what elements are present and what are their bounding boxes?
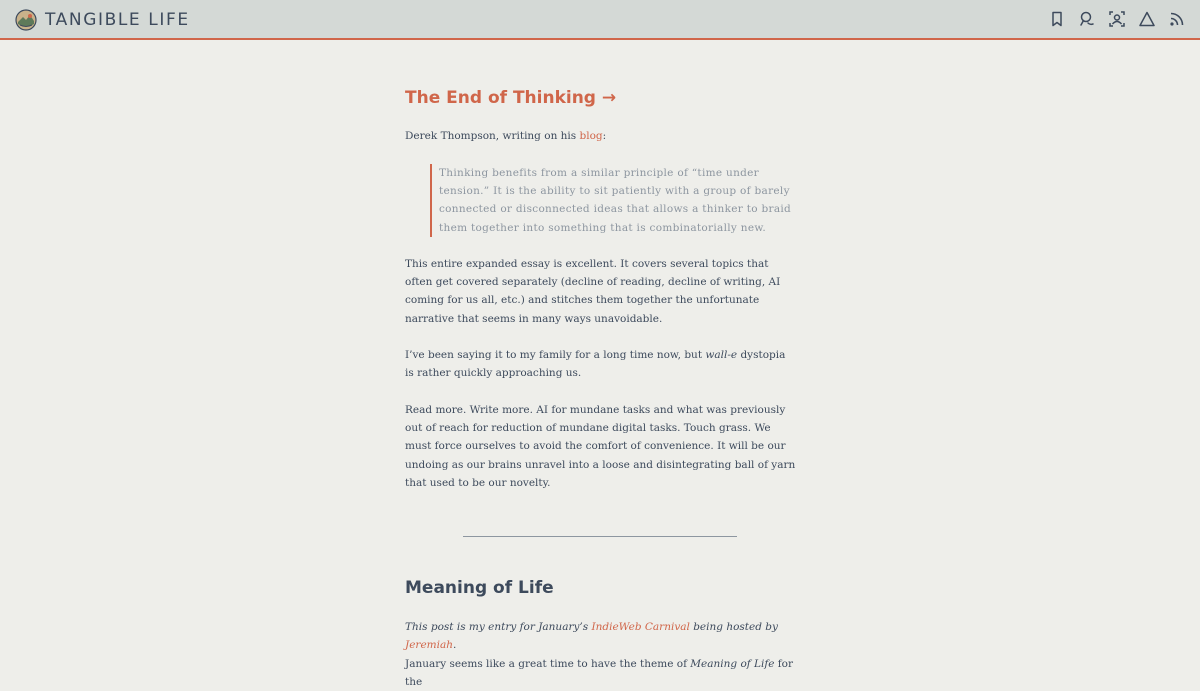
rss-icon[interactable] [1168, 10, 1186, 28]
paragraph-text: January seems like a great time to have the theme of [405, 658, 691, 670]
quote-text: Thinking benefits from a similar principle of “time under tension.” It is the ability to sit patiently with a group of barely connected or disconnected ideas that allows a thinker to braid them together into something that is combinatorially new. [439, 167, 792, 234]
emphasis-text: Meaning of Life [690, 658, 775, 670]
post-title-end-of-thinking[interactable]: The End of Thinking → [405, 88, 617, 108]
paragraph-text: for the [405, 658, 794, 689]
post-title-meaning-of-life[interactable]: Meaning of Life [405, 578, 554, 598]
emphasis-text: wall-e [705, 349, 738, 361]
triangle-icon[interactable] [1138, 10, 1156, 28]
entry-text: being hosted by [689, 621, 778, 633]
post-entry-note [405, 618, 797, 654]
blockquote [430, 164, 799, 237]
entry-text: This post is my entry for January’s [405, 621, 592, 633]
post-paragraph: This entire expanded essay is excellent. It covers several topics that often get covered separately (decline of reading, decline of writing, AI coming for us all, etc.) and stitches them together the unfortunate narrative that seems in many ways unavoidable. [405, 258, 781, 325]
post-paragraph: Read more. Write more. AI for mundane tasks and what was previously out of reach for reduction of mundane digital tasks. Touch grass. We must force ourselves to avoid the comfort of convenience. It will be our undoing as our brains unravel into a loose and disintegrating ball of yarn that used to be our novelty. [405, 404, 796, 489]
site-header [0, 0, 1200, 40]
portrait-icon[interactable] [1108, 10, 1126, 28]
paragraph-text: I’ve been saying it to my family for a long time now, but [405, 349, 706, 361]
site-name: TANGIBLE LIFE [45, 10, 190, 30]
intro-text: Derek Thompson, writing on his [405, 130, 580, 142]
post-divider [463, 536, 737, 537]
site-logo-icon [15, 9, 37, 31]
post-intro [405, 127, 797, 145]
header-nav [1048, 10, 1186, 28]
jeremiah-link[interactable]: Jeremiah [405, 639, 453, 652]
site-brand[interactable] [15, 8, 190, 32]
intro-colon: : [602, 130, 607, 142]
blog-link[interactable]: blog [579, 130, 603, 142]
post-paragraph [405, 655, 797, 691]
paragraph-text: dystopia is rather quickly approaching us. [405, 349, 786, 380]
post-paragraph [405, 346, 797, 382]
entry-text: . [453, 639, 457, 652]
indieweb-carnival-link[interactable]: IndieWeb Carnival [591, 621, 690, 633]
search-icon[interactable] [1078, 10, 1096, 28]
bookmark-icon[interactable] [1048, 10, 1066, 28]
